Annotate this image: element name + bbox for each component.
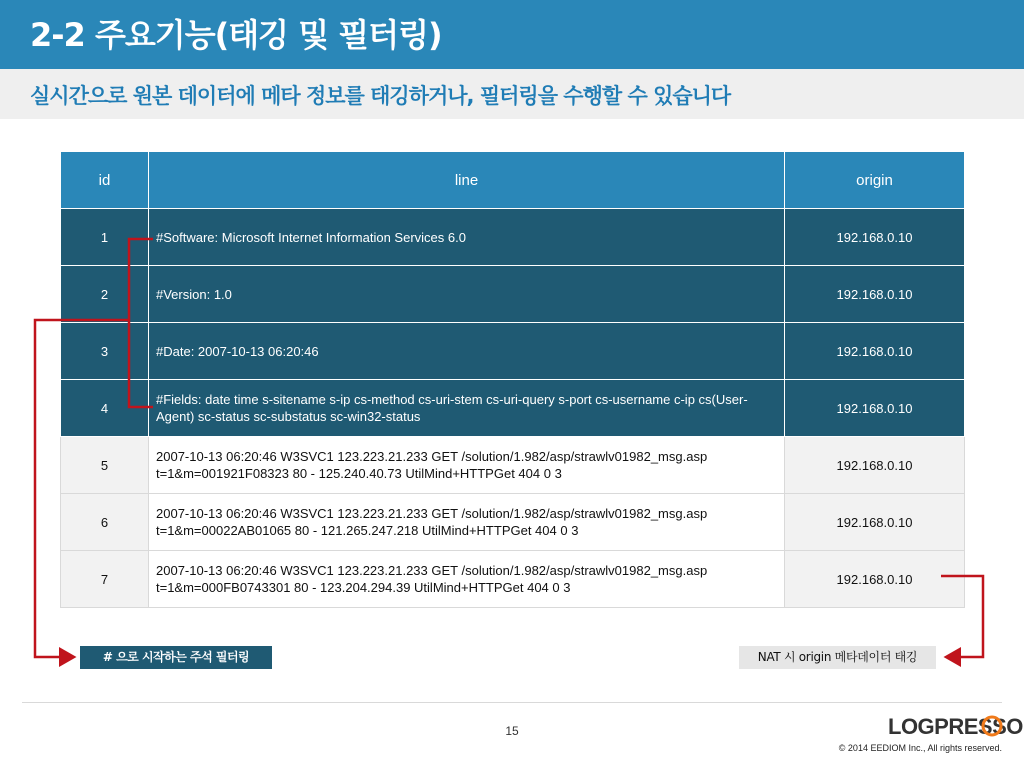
cell-line: #Version: 1.0	[149, 266, 785, 323]
filter-callout-label: # 으로 시작하는 주석 필터링	[80, 646, 272, 669]
cell-id: 2	[61, 266, 149, 323]
table-row	[61, 380, 965, 437]
column-header-id: id	[61, 152, 149, 209]
logpresso-logo	[888, 712, 1023, 740]
cell-line: #Fields: date time s-sitename s-ip cs-method cs-uri-stem cs-uri-query s-port cs-username c-ip cs(User-Agent) sc-status sc-substatus sc-win32-status	[149, 380, 785, 437]
cell-line: 2007-10-13 06:20:46 W3SVC1 123.223.21.233 GET /solution/1.982/asp/strawlv01982_msg.asp t=1&m=00022AB01065 80 - 121.265.247.218 UtilMind+HTTPGet 404 0 3	[149, 494, 785, 551]
copyright-text: © 2014 EEDIOM Inc., All rights reserved.	[838, 743, 1002, 753]
page-number: 15	[505, 724, 519, 738]
cell-id: 1	[61, 209, 149, 266]
log-table	[60, 151, 965, 608]
cell-line: #Software: Microsoft Internet Information Services 6.0	[149, 209, 785, 266]
table-row	[61, 551, 965, 608]
tag-callout-label: NAT 시 origin 메타데이터 태깅	[739, 646, 936, 669]
cell-id: 4	[61, 380, 149, 437]
slide-subtitle: 실시간으로 원본 데이터에 메타 정보를 태깅하거나, 필터링을 수행할 수 있습니다	[30, 84, 731, 108]
footer-divider	[22, 702, 1002, 703]
table-row	[61, 209, 965, 266]
cell-id: 7	[61, 551, 149, 608]
table-row	[61, 437, 965, 494]
cell-id: 6	[61, 494, 149, 551]
table-row	[61, 323, 965, 380]
cell-id: 3	[61, 323, 149, 380]
cell-line: 2007-10-13 06:20:46 W3SVC1 123.223.21.233 GET /solution/1.982/asp/strawlv01982_msg.asp t=1&m=000FB0743301 80 - 123.204.294.39 UtilMind+HTTPGet 404 0 3	[149, 551, 785, 608]
cell-origin: 192.168.0.10	[785, 266, 965, 323]
column-header-origin: origin	[785, 152, 965, 209]
table-row	[61, 494, 965, 551]
cell-origin: 192.168.0.10	[785, 380, 965, 437]
cell-origin: 192.168.0.10	[785, 494, 965, 551]
cell-origin: 192.168.0.10	[785, 437, 965, 494]
cell-origin: 192.168.0.10	[785, 323, 965, 380]
column-header-line: line	[149, 152, 785, 209]
cell-line: #Date: 2007-10-13 06:20:46	[149, 323, 785, 380]
cell-origin: 192.168.0.10	[785, 209, 965, 266]
logo-wordmark: LOGPRESSO	[888, 714, 1023, 739]
table-header-row	[61, 152, 965, 209]
table-row	[61, 266, 965, 323]
cell-origin: 192.168.0.10	[785, 551, 965, 608]
slide-title: 2-2 주요기능(태깅 및 필터링)	[30, 16, 442, 54]
cell-id: 5	[61, 437, 149, 494]
cell-line: 2007-10-13 06:20:46 W3SVC1 123.223.21.233 GET /solution/1.982/asp/strawlv01982_msg.asp t=1&m=001921F08323 80 - 125.240.40.73 UtilMind+HTTPGet 404 0 3	[149, 437, 785, 494]
